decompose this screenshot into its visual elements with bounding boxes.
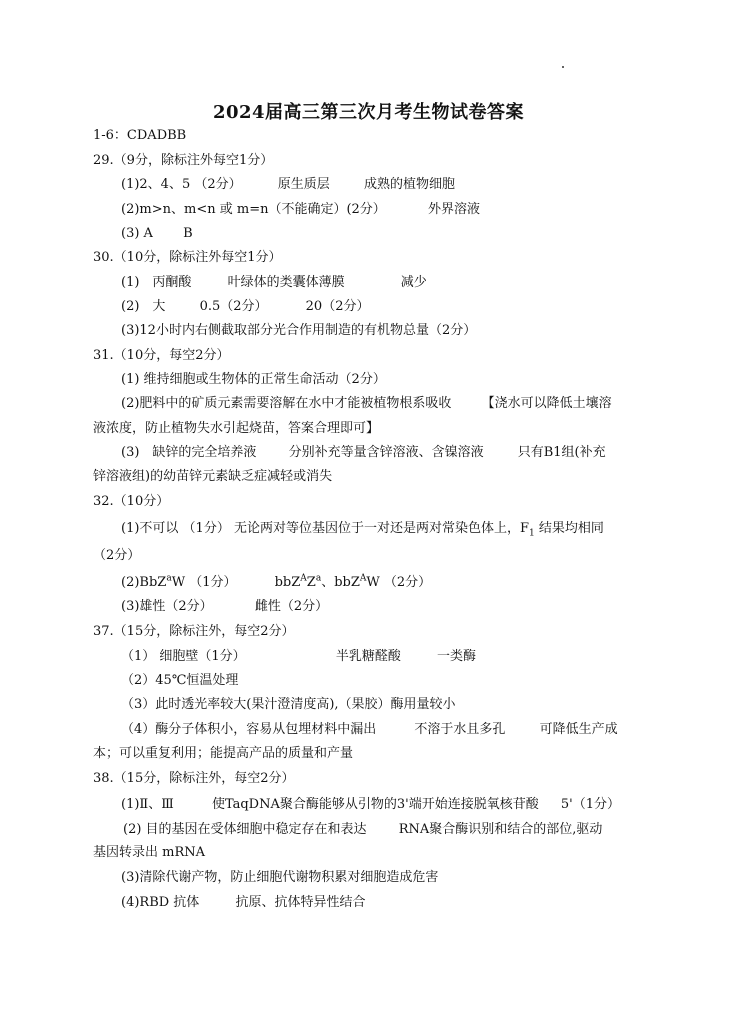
q38-answer-1c: 5'（1分）: [560, 797, 620, 812]
q32-line1-cont: （2分）: [93, 548, 141, 563]
q29-line1: [121, 176, 455, 194]
q31-answer-3b: 分别补充等量含锌溶液、含镍溶液: [288, 445, 484, 460]
q30-answer-5: 0.5（2分）: [199, 299, 268, 314]
q30-line3: (3)12小时内右侧截取部分光合作用制造的有机物总量（2分）: [121, 323, 477, 338]
q29-answer-2: 原生质层: [277, 177, 330, 192]
q29-answer-3: 成熟的植物细胞: [363, 177, 455, 192]
q32-answer-1-tail: 结果均相同: [534, 521, 604, 536]
mc-answers: 1-6：CDADBB: [93, 128, 187, 143]
q37-line1: [121, 648, 476, 666]
q38-line2: [123, 821, 602, 839]
q31-line2-cont: 液浓度，防止植物失水引起烧苗，答案合理即可】: [93, 421, 380, 436]
q31-line2: [121, 395, 612, 413]
q30-answer-3: 减少: [400, 275, 427, 290]
q29-answer-4: (2)m>n、m<n 或 m=n（不能确定）(2分）: [121, 202, 386, 217]
q38-line3: (3)清除代谢产物，防止细胞代谢物积累对细胞造成危害: [121, 870, 439, 885]
q38-answer-4b: 抗原、抗体特异性结合: [235, 895, 366, 910]
q30-line1: [121, 274, 427, 292]
q32-answer-3a: (3)雄性（2分）: [121, 599, 213, 614]
q38-line4: [121, 894, 365, 912]
q37-heading: 37.（15分，除标注外，每空2分）: [93, 624, 295, 639]
q30-answer-2: 叶绿体的类囊体薄膜: [227, 275, 345, 290]
q38-answer-2a: (2) 目的基因在受体细胞中稳定存在和表达: [123, 822, 367, 837]
q37-line2: （2）45℃恒温处理: [121, 673, 239, 688]
q29-answer-5: 外界溶液: [427, 202, 480, 217]
q37-answer-2: 半乳糖醛酸: [335, 649, 401, 664]
q31-answer-2a: (2)肥料中的矿质元素需要溶解在水中才能被植物根系吸收: [121, 396, 452, 411]
q37-answer-1: （1） 细胞壁（1分）: [121, 649, 246, 664]
q38-answer-1b: 使TaqDNA聚合酶能够从引物的3'端开始连接脱氧核苷酸: [211, 797, 539, 812]
q37-answer-4b: 不溶于水且多孔: [414, 722, 506, 737]
q37-answer-3: 一类酶: [436, 649, 476, 664]
q30-heading: 30.（10分，除标注外每空1分）: [93, 250, 282, 265]
q32-line2: [121, 574, 431, 592]
q31-line1: (1) 维持细胞或生物体的正常生命活动（2分）: [121, 372, 386, 387]
q31-answer-3c: 只有B1组(补充: [517, 445, 606, 460]
q32-answer-1: (1)不可以 （1分） 无论两对等位基因位于一对还是两对常染色体上，F: [121, 521, 529, 536]
q29-line3: [121, 225, 193, 243]
page-title: 2024届高三第三次月考生物试卷答案: [212, 102, 525, 123]
q37-line4-cont: 本；可以重复利用；能提高产品的质量和产量: [93, 746, 354, 761]
q37-line4: [121, 721, 618, 739]
q29-line2: [121, 201, 480, 219]
scan-dot: [562, 66, 564, 68]
q32-genotype-1: (2)BbZ$^a$W （1分）: [121, 573, 237, 590]
q32-heading: 32.（10分）: [93, 494, 170, 509]
q37-answer-4a: （4）酶分子体积小，容易从包埋材料中漏出: [121, 722, 377, 737]
q32-answer-3b: 雌性（2分）: [254, 599, 329, 614]
q29-answer-1: (1)2、4、5 （2分）: [121, 177, 242, 192]
q31-answer-3a: (3) 缺锌的完全培养液: [121, 445, 257, 460]
q31-answer-2b: 【浇水可以降低土壤溶: [481, 396, 612, 411]
q31-line3: [121, 444, 606, 462]
q31-heading: 31.（10分，每空2分）: [93, 348, 230, 363]
q30-answer-6: 20（2分）: [305, 299, 370, 314]
q29-answer-6: (3) A: [121, 226, 153, 241]
q32-line3: [121, 598, 328, 616]
q32-genotype-2: $bbZ^AZ^a$、bbZ$^A$W （2分）: [274, 573, 432, 590]
q38-answer-4a: (4)RBD 抗体: [121, 895, 200, 910]
q38-answer-1a: (1)Ⅱ、Ⅲ: [121, 797, 174, 812]
q32-subscript: 1: [528, 528, 535, 539]
q38-heading: 38.（15分，除标注外，每空2分）: [93, 771, 295, 786]
q30-answer-1: (1) 丙酮酸: [121, 275, 192, 290]
q30-answer-4: (2) 大: [121, 299, 166, 314]
q38-line1: [121, 796, 620, 814]
q38-answer-2b: RNA聚合酶识别和结合的部位,驱动: [398, 822, 603, 837]
q29-heading: 29.（9分，除标注外每空1分）: [93, 153, 274, 168]
q30-line2: [121, 298, 369, 316]
q38-line2-cont: 基因转录出 mRNA: [93, 845, 206, 860]
q31-line3-cont: 锌溶液组)的幼苗锌元素缺乏症减轻或消失: [93, 469, 333, 484]
q37-answer-4c: 可降低生产成: [539, 722, 618, 737]
q32-line1: [121, 520, 604, 538]
q29-answer-7: B: [183, 226, 193, 241]
q37-line3: （3）此时透光率较大(果汁澄清度高),（果胶）酶用量较小: [121, 697, 456, 712]
